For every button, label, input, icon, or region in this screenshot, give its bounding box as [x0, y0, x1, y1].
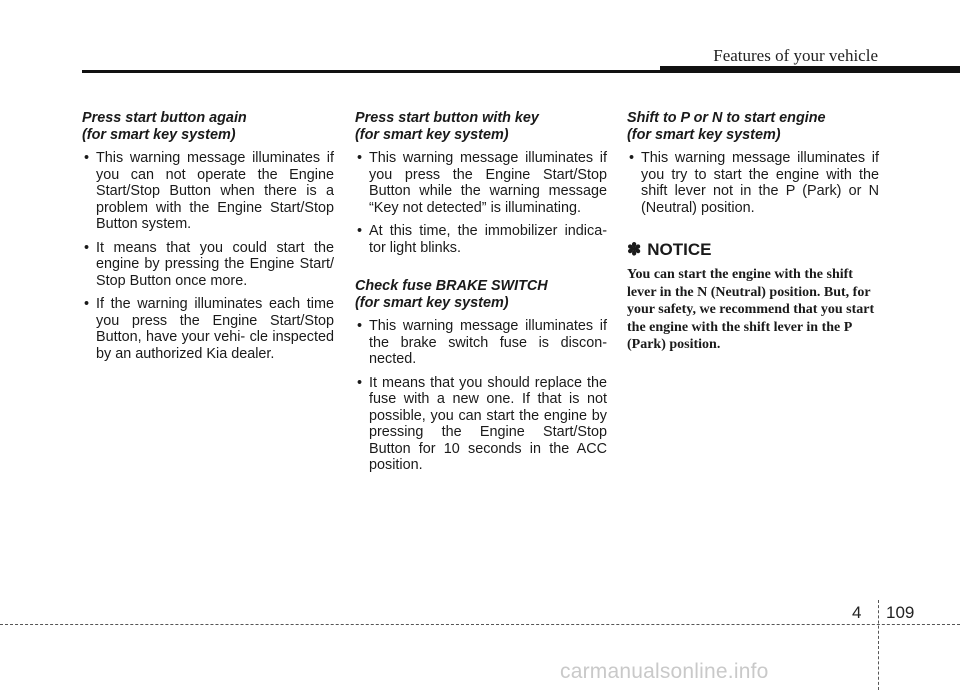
list-item: • This warning message illuminates if you try to start the engine with the shift lever not in the P (Park) or N (Neutral) position. [627, 150, 879, 216]
column-1 [82, 110, 334, 369]
section-heading: Check fuse BRAKE SWITCH (for smart key system) [355, 278, 548, 311]
list-item: • If the warning illuminates each time you press the Engine Start/Stop Button, have your vehi- cle inspected by an authorized Kia dealer. [82, 296, 334, 362]
chapter-number: 4 [852, 603, 862, 622]
notice-title [627, 240, 879, 260]
section-heading: Press start button with key (for smart key system) [355, 110, 539, 143]
section-heading: Press start button again (for smart key system) [82, 110, 247, 143]
page-number: 109 [886, 603, 915, 622]
watermark: carmanualsonline.info [560, 660, 769, 683]
header-rule-accent [660, 66, 960, 73]
list-item: • This warning message illuminates if the brake switch fuse is discon- nected. [355, 318, 607, 368]
header-title: Features of your vehicle [713, 46, 878, 65]
footer-page-divider [878, 600, 879, 690]
footer-divider [0, 624, 960, 625]
list-item: • It means that you could start the engine by pressing the Engine Start/ Stop Button once more. [82, 240, 334, 290]
list-item: • At this time, the immobilizer indica- tor light blinks. [355, 223, 607, 256]
notice-body: You can start the engine with the shift lever in the N (Neutral) position. But, for your safety, we recommend that you start the engine with the shift lever in the P (Park) position. [627, 267, 875, 353]
column-2 [355, 110, 607, 481]
bullet-list [355, 150, 607, 256]
list-item: • It means that you should replace the fuse with a new one. If that is not possible, you can start the engine by pressing the Engine Start/Stop Button for 10 seconds in the ACC position. [355, 375, 607, 474]
section-heading: Shift to P or N to start engine (for smart key system) [627, 110, 826, 143]
bullet-list [355, 318, 607, 474]
bullet-list [627, 150, 879, 216]
list-item: • This warning message illuminates if you can not operate the Engine Start/Stop Button when there is a problem with the Engine Start/Stop Button system. [82, 150, 334, 233]
column-3 [627, 110, 879, 354]
list-item: • This warning message illuminates if you press the Engine Start/Stop Button while the warning message “Key not detected” is illuminating. [355, 150, 607, 216]
notice-star-icon: ✽ [627, 240, 642, 259]
bullet-list [82, 150, 334, 362]
notice-title-text: NOTICE [647, 240, 712, 259]
